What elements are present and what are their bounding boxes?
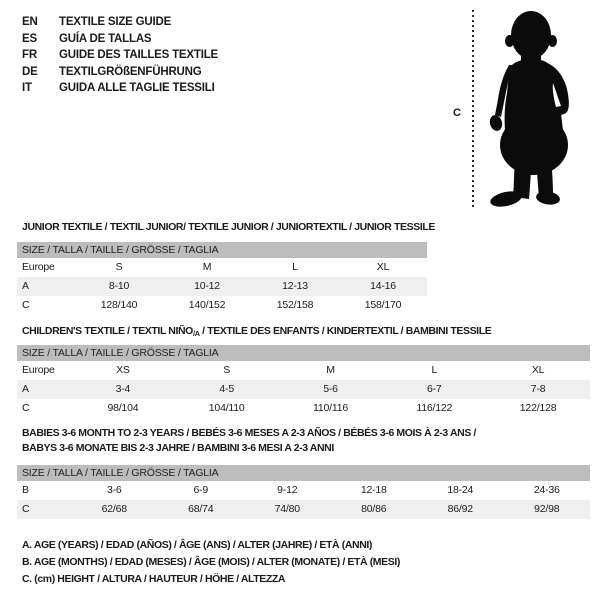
lang-row-fr bbox=[22, 47, 218, 64]
table-row bbox=[17, 399, 590, 418]
table-cell: 98/104 bbox=[107, 402, 139, 414]
children-title-sub: /A bbox=[192, 329, 200, 338]
table-cell: 6-7 bbox=[427, 383, 442, 395]
table-cell: M bbox=[326, 364, 335, 376]
lang-row-en bbox=[22, 14, 218, 31]
table-cell: 110/116 bbox=[312, 402, 348, 414]
table-cell: 12-13 bbox=[282, 280, 308, 292]
table-row bbox=[17, 296, 427, 315]
table-cell: 4-5 bbox=[219, 383, 234, 395]
babies-section-title-line2: BABYS 3-6 MONATE BIS 2-3 JAHRE / BAMBINI 3-6 MESI A 2-3 ANNI bbox=[22, 442, 334, 454]
lang-label: GUIDA ALLE TAGLIE TESSILI bbox=[59, 82, 215, 94]
language-guide-header bbox=[22, 14, 218, 97]
table-cell: 7-8 bbox=[530, 383, 546, 395]
lang-code: ES bbox=[22, 32, 37, 45]
lang-row-es bbox=[22, 31, 218, 48]
table-cell: S bbox=[223, 364, 231, 376]
footnote-c: C. (cm) HEIGHT / ALTURA / HAUTEUR / HÖHE / ALTEZZA bbox=[22, 573, 286, 585]
table-cell: 3-6 bbox=[106, 484, 122, 496]
table-cell: 122/128 bbox=[519, 402, 557, 414]
lang-label: GUÍA DE TALLAS bbox=[59, 32, 152, 45]
table-cell: 12-18 bbox=[360, 484, 387, 496]
lang-code: DE bbox=[22, 65, 38, 78]
table-cell: L bbox=[431, 364, 438, 376]
table-cell: 8-10 bbox=[108, 280, 130, 292]
row-label: C bbox=[22, 402, 30, 414]
table-cell: 18-24 bbox=[447, 484, 474, 496]
table-cell: 104/110 bbox=[208, 402, 245, 414]
toddler-silhouette-icon bbox=[481, 7, 593, 212]
table-cell: 80/86 bbox=[361, 503, 387, 515]
table-cell: 158/170 bbox=[364, 299, 402, 311]
table-row bbox=[17, 361, 590, 380]
table-cell: 86/92 bbox=[447, 503, 473, 515]
row-label: A bbox=[22, 280, 29, 292]
row-label: Europe bbox=[22, 364, 55, 376]
table-cell: 3-4 bbox=[115, 383, 131, 395]
footnote-a: A. AGE (YEARS) / EDAD (AÑOS) / ÂGE (ANS) / ALTER (JAHRE) / ETÀ (ANNI) bbox=[22, 539, 373, 551]
children-size-table bbox=[17, 345, 590, 418]
table-row bbox=[17, 500, 590, 519]
table-cell: 62/68 bbox=[101, 503, 127, 515]
height-measure-dotted-line bbox=[472, 10, 474, 207]
table-cell: 116/122 bbox=[416, 402, 453, 414]
lang-row-de bbox=[22, 64, 218, 81]
table-cell: 24-36 bbox=[533, 484, 560, 496]
table-cell: 128/140 bbox=[100, 299, 138, 311]
table-row bbox=[17, 277, 427, 296]
table-cell: 152/158 bbox=[276, 299, 314, 311]
table-cell: 74/80 bbox=[274, 503, 300, 515]
children-section-title bbox=[22, 325, 491, 338]
babies-size-table bbox=[17, 465, 590, 519]
junior-size-table bbox=[17, 242, 427, 315]
row-label: Europe bbox=[22, 261, 55, 273]
lang-label: TEXTILGRÖßENFÜHRUNG bbox=[59, 65, 202, 78]
table-cell: XS bbox=[116, 364, 130, 376]
row-label: B bbox=[22, 484, 29, 496]
table-cell: 9-12 bbox=[277, 484, 298, 496]
table-cell: XL bbox=[531, 364, 545, 376]
row-label: C bbox=[22, 503, 30, 515]
row-label: C bbox=[22, 299, 30, 311]
table-cell: 68/74 bbox=[188, 503, 214, 515]
table-cell: S bbox=[115, 261, 123, 273]
table-cell: M bbox=[202, 261, 212, 273]
table-cell: 140/152 bbox=[188, 299, 226, 311]
junior-section-title: JUNIOR TEXTILE / TEXTIL JUNIOR/ TEXTILE JUNIOR / JUNIORTEXTIL / JUNIOR TESSILE bbox=[22, 221, 435, 233]
children-title-post: / TEXTILE DES ENFANTS / KINDERTEXTIL / BAMBINI TESSILE bbox=[199, 325, 492, 337]
lang-label: TEXTILE SIZE GUIDE bbox=[59, 16, 172, 28]
table-cell: 6-9 bbox=[193, 484, 209, 496]
height-measure-label: C bbox=[453, 107, 461, 119]
babies-size-header-bar: SIZE / TALLA / TAILLE / GRÖSSE / TAGLIA bbox=[17, 465, 590, 481]
lang-row-it bbox=[22, 80, 218, 97]
table-cell: 14-16 bbox=[370, 280, 396, 292]
lang-code: IT bbox=[22, 82, 32, 94]
table-cell: L bbox=[292, 261, 298, 273]
children-size-header-bar: SIZE / TALLA / TAILLE / GRÖSSE / TAGLIA bbox=[17, 345, 590, 361]
children-title-pre: CHILDREN'S TEXTILE / TEXTIL NIÑO bbox=[22, 325, 193, 337]
babies-section-title-line1: BABIES 3-6 MONTH TO 2-3 YEARS / BEBÉS 3-6 MESES A 2-3 AÑOS / BÉBÉS 3-6 MOIS À 2-3 ANS / bbox=[22, 427, 476, 439]
lang-code: EN bbox=[22, 16, 38, 28]
table-row bbox=[17, 258, 427, 277]
row-label: A bbox=[22, 383, 29, 395]
junior-size-header-bar: SIZE / TALLA / TAILLE / GRÖSSE / TAGLIA bbox=[17, 242, 427, 258]
lang-label: GUIDE DES TAILLES TEXTILE bbox=[59, 49, 218, 61]
lang-code: FR bbox=[22, 49, 37, 61]
table-cell: 10-12 bbox=[194, 280, 220, 292]
table-row bbox=[17, 481, 590, 500]
table-cell: 92/98 bbox=[534, 503, 560, 515]
footnote-b: B. AGE (MONTHS) / EDAD (MESES) / ÂGE (MOIS) / ALTER (MONATE) / ETÀ (MESI) bbox=[22, 556, 400, 568]
table-row bbox=[17, 380, 590, 399]
table-cell: 5-6 bbox=[323, 383, 338, 395]
table-cell: XL bbox=[376, 261, 390, 273]
